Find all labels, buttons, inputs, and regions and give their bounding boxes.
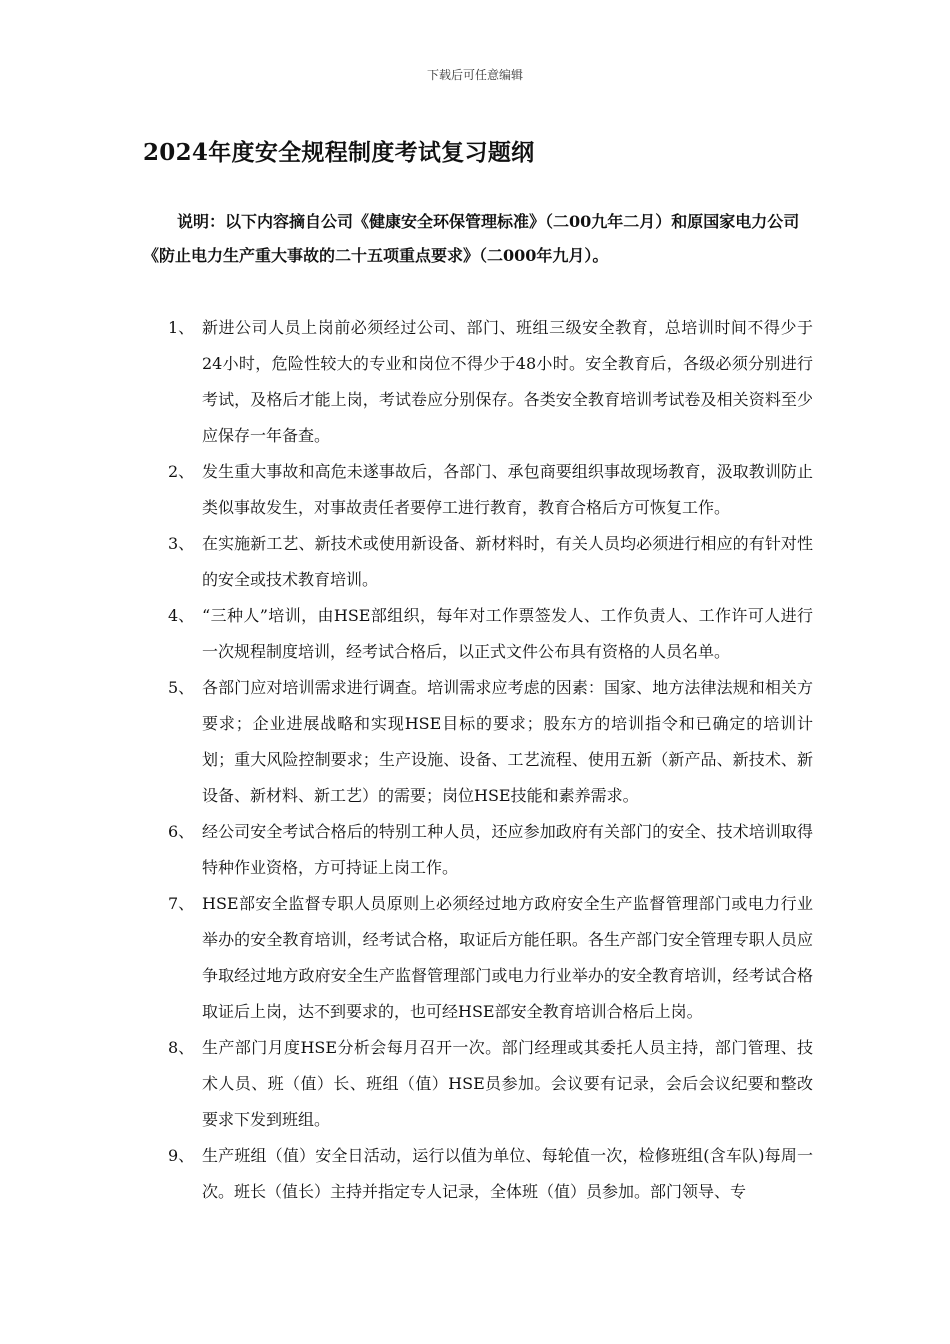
list-item [168,1030,813,1138]
item-number: 3、 [168,534,195,553]
item-text: 经公司安全考试合格后的特别工种人员，还应参加政府有关部门的安全、技术培训取得特种作业资格，方可持证上岗工作。 [202,822,813,877]
item-number: 7、 [168,894,195,913]
item-text: 各部门应对培训需求进行调查。培训需求应考虑的因素：国家、地方法律法规和相关方要求；企业进展战略和实现HSE目标的要求；股东方的培训指令和已确定的培训计划；重大风险控制要求；生产设施、设备、工艺流程、使用五新（新产品、新技术、新设备、新材料、新工艺）的需要；岗位HSE技能和素养需求。 [202,678,813,805]
item-number: 6、 [168,822,195,841]
item-text: 发生重大事故和高危未遂事故后，各部门、承包商要组织事故现场教育，汲取教训防止类似事故发生，对事故责任者要停工进行教育，教育合格后方可恢复工作。 [202,462,813,517]
list-item [168,1138,813,1210]
item-text: HSE部安全监督专职人员原则上必须经过地方政府安全生产监督管理部门或电力行业举办的安全教育培训，经考试合格，取证后方能任职。各生产部门安全管理专职人员应争取经过地方政府安全生产监督管理部门或电力行业举办的安全教育培训，经考试合格取证后上岗，达不到要求的，也可经HSE部安全教育培训合格后上岗。 [202,894,813,1021]
item-number: 5、 [168,678,195,697]
item-number: 9、 [168,1146,195,1165]
item-text: 生产班组（值）安全日活动，运行以值为单位、每轮值一次，检修班组(含车队)每周一次。班长（值长）主持并指定专人记录，全体班（值）员参加。部门领导、专 [202,1146,813,1201]
list-item [168,886,813,1030]
list-item [168,598,813,670]
list-item [168,670,813,814]
numbered-list [168,310,813,1210]
item-number: 2、 [168,462,195,481]
header-note: 下载后可任意编辑 [426,68,523,82]
item-number: 4、 [168,606,195,625]
list-item [168,310,813,454]
list-item [168,454,813,526]
item-text: “三种人”培训，由HSE部组织，每年对工作票签发人、工作负责人、工作许可人进行一次规程制度培训，经考试合格后，以正式文件公布具有资格的人员名单。 [202,606,813,661]
document-title: 2024年度安全规程制度考试复习题纲 [143,139,535,166]
list-item [168,814,813,886]
item-text: 在实施新工艺、新技术或使用新设备、新材料时，有关人员均必须进行相应的有针对性的安全或技术教育培训。 [202,534,813,589]
intro-paragraph: 说明：以下内容摘自公司《健康安全环保管理标准》（二00九年二月）和原国家电力公司《防止电力生产重大事故的二十五项重点要求》（二000年九月）。 [143,212,800,265]
item-number: 1、 [168,318,195,337]
item-number: 8、 [168,1038,195,1057]
item-text: 生产部门月度HSE分析会每月召开一次。部门经理或其委托人员主持，部门管理、技术人员、班（值）长、班组（值）HSE员参加。会议要有记录，会后会议纪要和整改要求下发到班组。 [202,1038,813,1129]
item-text: 新进公司人员上岗前必须经过公司、部门、班组三级安全教育，总培训时间不得少于24小时，危险性较大的专业和岗位不得少于48小时。安全教育后，各级必须分别进行考试，及格后才能上岗，考试卷应分别保存。各类安全教育培训考试卷及相关资料至少应保存一年备查。 [202,318,813,445]
list-item [168,526,813,598]
